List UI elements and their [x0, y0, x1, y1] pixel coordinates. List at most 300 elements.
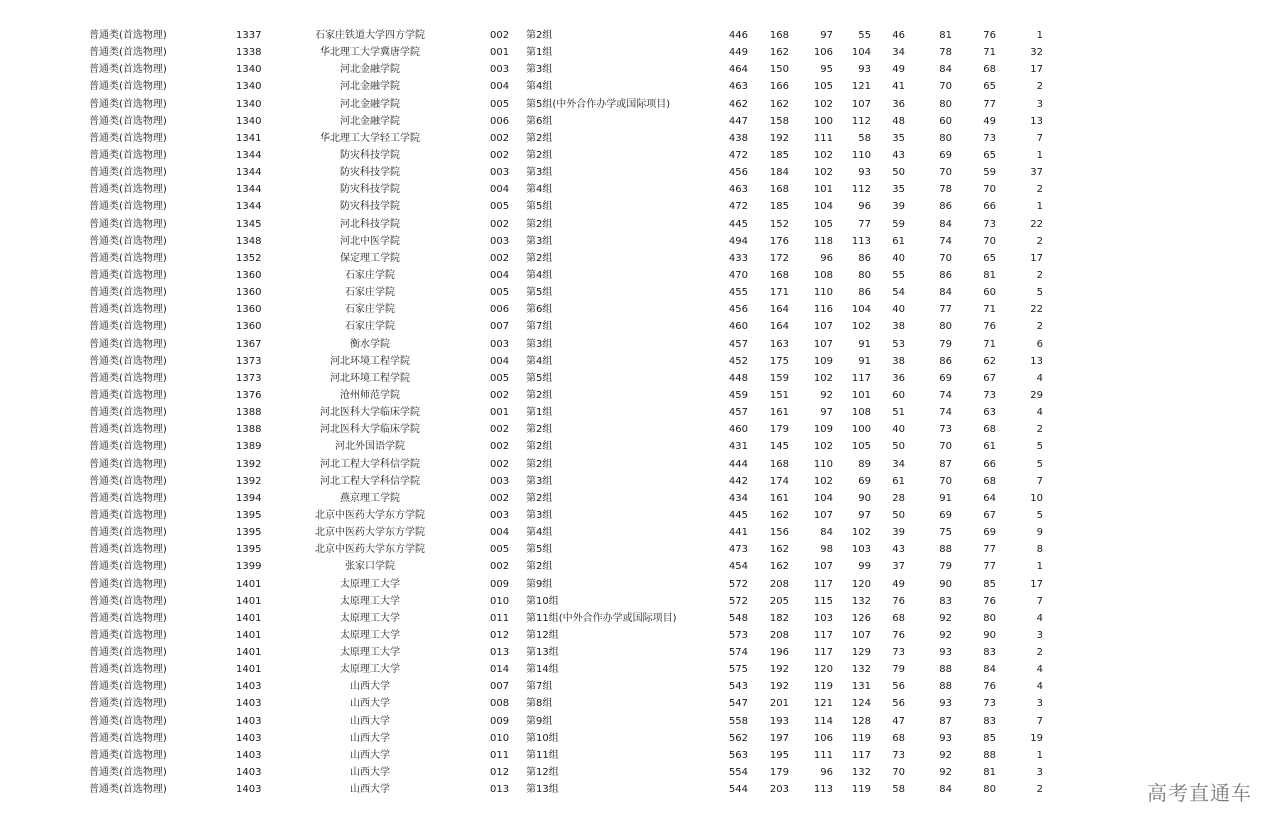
rank-count-cell: 13 [1030, 115, 1043, 127]
category-cell: 普通类(首选物理) [89, 321, 167, 333]
score-subject3-cell: 71 [983, 338, 996, 350]
score-subject2-cell: 91 [939, 492, 952, 504]
score-math-cell: 118 [813, 235, 833, 247]
score-foreign-cell: 120 [851, 578, 871, 590]
group-code-cell: 005 [490, 372, 510, 384]
score-math-cell: 107 [813, 321, 833, 333]
school-name-cell: 河北医科大学临床学院 [320, 407, 420, 419]
school-code-cell: 1388 [236, 407, 262, 419]
group-code-cell: 009 [490, 715, 510, 727]
school-name-cell: 河北环境工程学院 [330, 355, 410, 367]
school-code-cell: 1403 [236, 784, 262, 796]
school-name-cell: 张家口学院 [345, 561, 395, 573]
category-cell: 普通类(首选物理) [89, 767, 167, 779]
score-subject3-cell: 77 [983, 98, 996, 110]
score-subject1-cell: 56 [892, 698, 905, 710]
score-math-cell: 120 [813, 664, 833, 676]
rank-count-cell: 3 [1036, 98, 1043, 110]
group-name-cell: 第5组(中外合作办学或国际项目) [526, 98, 671, 110]
group-name-cell: 第7组 [526, 681, 553, 693]
score-foreign-cell: 91 [858, 338, 871, 350]
group-name-cell: 第6组 [526, 304, 553, 316]
group-code-cell: 009 [490, 578, 510, 590]
school-name-cell: 河北金融学院 [340, 64, 400, 76]
group-name-cell: 第9组 [526, 715, 553, 727]
score-subject3-cell: 61 [983, 441, 996, 453]
score-total-cell: 464 [728, 64, 748, 76]
score-subject3-cell: 76 [983, 681, 996, 693]
category-cell: 普通类(首选物理) [89, 149, 167, 161]
school-code-cell: 1376 [236, 389, 262, 401]
score-subject3-cell: 68 [983, 424, 996, 436]
school-code-cell: 1389 [236, 441, 262, 453]
score-chinese-cell: 208 [769, 629, 789, 641]
score-subject1-cell: 73 [892, 647, 905, 659]
score-subject1-cell: 40 [892, 304, 905, 316]
group-code-cell: 005 [490, 98, 510, 110]
score-math-cell: 117 [813, 647, 833, 659]
rank-count-cell: 6 [1036, 338, 1043, 350]
group-code-cell: 003 [490, 475, 510, 487]
score-subject1-cell: 76 [892, 595, 905, 607]
group-code-cell: 013 [490, 647, 510, 659]
score-math-cell: 102 [813, 475, 833, 487]
score-math-cell: 119 [813, 681, 833, 693]
score-subject2-cell: 70 [939, 475, 952, 487]
rank-count-cell: 1 [1036, 561, 1043, 573]
score-chinese-cell: 168 [769, 184, 789, 196]
score-total-cell: 434 [728, 492, 748, 504]
score-math-cell: 105 [813, 218, 833, 230]
score-subject2-cell: 83 [939, 595, 952, 607]
score-chinese-cell: 208 [769, 578, 789, 590]
category-cell: 普通类(首选物理) [89, 407, 167, 419]
group-code-cell: 003 [490, 64, 510, 76]
score-foreign-cell: 104 [851, 304, 871, 316]
score-subject3-cell: 67 [983, 372, 996, 384]
category-cell: 普通类(首选物理) [89, 475, 167, 487]
school-code-cell: 1344 [236, 201, 262, 213]
school-name-cell: 石家庄学院 [345, 287, 395, 299]
score-chinese-cell: 150 [769, 64, 789, 76]
score-subject3-cell: 81 [983, 269, 996, 281]
score-total-cell: 473 [728, 544, 748, 556]
score-total-cell: 463 [728, 81, 748, 93]
group-name-cell: 第3组 [526, 338, 553, 350]
group-code-cell: 002 [490, 441, 510, 453]
score-chinese-cell: 163 [769, 338, 789, 350]
score-subject1-cell: 35 [892, 132, 905, 144]
score-foreign-cell: 124 [851, 698, 871, 710]
school-name-cell: 山西大学 [350, 767, 390, 779]
group-code-cell: 003 [490, 167, 510, 179]
score-foreign-cell: 69 [858, 475, 871, 487]
score-chinese-cell: 185 [769, 201, 789, 213]
group-code-cell: 006 [490, 115, 510, 127]
score-subject1-cell: 55 [892, 269, 905, 281]
score-subject3-cell: 64 [983, 492, 996, 504]
score-math-cell: 106 [813, 732, 833, 744]
score-chinese-cell: 182 [769, 612, 789, 624]
score-foreign-cell: 86 [858, 287, 871, 299]
table-row [0, 267, 1280, 284]
rank-count-cell: 4 [1036, 407, 1043, 419]
table-row [0, 421, 1280, 438]
school-name-cell: 华北理工大学冀唐学院 [320, 47, 420, 59]
score-total-cell: 454 [728, 561, 748, 573]
score-total-cell: 447 [728, 115, 748, 127]
group-name-cell: 第11组 [526, 749, 559, 761]
score-foreign-cell: 117 [851, 749, 871, 761]
score-subject2-cell: 84 [939, 64, 952, 76]
group-name-cell: 第13组 [526, 647, 559, 659]
school-code-cell: 1388 [236, 424, 262, 436]
score-math-cell: 100 [813, 115, 833, 127]
score-subject1-cell: 56 [892, 681, 905, 693]
score-total-cell: 431 [728, 441, 748, 453]
score-foreign-cell: 126 [851, 612, 871, 624]
group-code-cell: 003 [490, 235, 510, 247]
score-subject2-cell: 92 [939, 612, 952, 624]
table-row [0, 576, 1280, 593]
category-cell: 普通类(首选物理) [89, 30, 167, 41]
score-chinese-cell: 203 [769, 784, 789, 796]
score-math-cell: 107 [813, 338, 833, 350]
score-math-cell: 97 [820, 30, 833, 41]
score-subject1-cell: 58 [892, 784, 905, 796]
score-subject2-cell: 74 [939, 235, 952, 247]
score-subject1-cell: 28 [892, 492, 905, 504]
category-cell: 普通类(首选物理) [89, 424, 167, 436]
score-math-cell: 102 [813, 441, 833, 453]
group-name-cell: 第4组 [526, 184, 553, 196]
score-subject1-cell: 46 [892, 30, 905, 41]
rank-count-cell: 2 [1036, 424, 1043, 436]
school-code-cell: 1344 [236, 149, 262, 161]
school-code-cell: 1341 [236, 132, 262, 144]
score-foreign-cell: 96 [858, 201, 871, 213]
group-name-cell: 第3组 [526, 167, 553, 179]
school-name-cell: 太原理工大学 [340, 578, 400, 590]
table-row [0, 456, 1280, 473]
group-name-cell: 第3组 [526, 509, 553, 521]
table-row [0, 507, 1280, 524]
score-math-cell: 113 [813, 784, 833, 796]
category-cell: 普通类(首选物理) [89, 784, 167, 796]
group-name-cell: 第3组 [526, 475, 553, 487]
score-chinese-cell: 192 [769, 681, 789, 693]
rank-count-cell: 7 [1036, 475, 1043, 487]
score-subject2-cell: 73 [939, 424, 952, 436]
score-math-cell: 116 [813, 304, 833, 316]
group-code-cell: 010 [490, 732, 510, 744]
table-row [0, 96, 1280, 113]
score-total-cell: 470 [728, 269, 748, 281]
score-subject1-cell: 34 [892, 458, 905, 470]
school-name-cell: 山西大学 [350, 784, 390, 796]
group-code-cell: 002 [490, 149, 510, 161]
score-subject3-cell: 67 [983, 509, 996, 521]
score-subject3-cell: 80 [983, 612, 996, 624]
rank-count-cell: 22 [1030, 218, 1043, 230]
rank-count-cell: 2 [1036, 321, 1043, 333]
group-name-cell: 第2组 [526, 252, 553, 264]
table-row [0, 181, 1280, 198]
score-chinese-cell: 164 [769, 321, 789, 333]
group-name-cell: 第9组 [526, 578, 553, 590]
score-subject1-cell: 34 [892, 47, 905, 59]
score-subject2-cell: 75 [939, 527, 952, 539]
score-total-cell: 574 [728, 647, 748, 659]
rank-count-cell: 13 [1030, 355, 1043, 367]
score-math-cell: 111 [813, 132, 833, 144]
admission-score-table [0, 27, 1280, 798]
group-code-cell: 002 [490, 132, 510, 144]
rank-count-cell: 2 [1036, 235, 1043, 247]
watermark-text: 高考直通车 [1147, 781, 1252, 805]
group-code-cell: 004 [490, 81, 510, 93]
category-cell: 普通类(首选物理) [89, 47, 167, 59]
category-cell: 普通类(首选物理) [89, 647, 167, 659]
score-chinese-cell: 168 [769, 269, 789, 281]
score-chinese-cell: 162 [769, 561, 789, 573]
school-code-cell: 1340 [236, 81, 262, 93]
score-total-cell: 452 [728, 355, 748, 367]
score-subject2-cell: 70 [939, 81, 952, 93]
score-subject1-cell: 43 [892, 544, 905, 556]
table-row [0, 130, 1280, 147]
score-chinese-cell: 158 [769, 115, 789, 127]
school-code-cell: 1403 [236, 749, 262, 761]
score-subject2-cell: 88 [939, 544, 952, 556]
score-subject2-cell: 90 [939, 578, 952, 590]
group-name-cell: 第2组 [526, 132, 553, 144]
score-subject1-cell: 51 [892, 407, 905, 419]
group-code-cell: 002 [490, 218, 510, 230]
score-foreign-cell: 107 [851, 629, 871, 641]
score-total-cell: 575 [728, 664, 748, 676]
school-name-cell: 山西大学 [350, 715, 390, 727]
school-name-cell: 河北医科大学临床学院 [320, 424, 420, 436]
school-code-cell: 1367 [236, 338, 262, 350]
school-code-cell: 1360 [236, 304, 262, 316]
rank-count-cell: 3 [1036, 767, 1043, 779]
group-name-cell: 第2组 [526, 424, 553, 436]
group-code-cell: 002 [490, 492, 510, 504]
score-subject1-cell: 49 [892, 64, 905, 76]
score-subject2-cell: 60 [939, 115, 952, 127]
table-row [0, 44, 1280, 61]
group-name-cell: 第2组 [526, 149, 553, 161]
score-foreign-cell: 113 [851, 235, 871, 247]
school-name-cell: 山西大学 [350, 681, 390, 693]
score-math-cell: 109 [813, 424, 833, 436]
school-name-cell: 华北理工大学轻工学院 [320, 132, 420, 144]
group-code-cell: 002 [490, 458, 510, 470]
score-foreign-cell: 119 [851, 732, 871, 744]
table-row [0, 644, 1280, 661]
score-subject3-cell: 73 [983, 218, 996, 230]
score-chinese-cell: 156 [769, 527, 789, 539]
score-total-cell: 554 [728, 767, 748, 779]
group-name-cell: 第10组 [526, 595, 559, 607]
group-code-cell: 013 [490, 784, 510, 796]
table-row [0, 747, 1280, 764]
group-code-cell: 011 [490, 749, 510, 761]
group-code-cell: 002 [490, 424, 510, 436]
score-subject3-cell: 90 [983, 629, 996, 641]
school-code-cell: 1401 [236, 647, 262, 659]
score-foreign-cell: 103 [851, 544, 871, 556]
school-code-cell: 1401 [236, 595, 262, 607]
table-row [0, 541, 1280, 558]
score-foreign-cell: 93 [858, 64, 871, 76]
school-code-cell: 1403 [236, 767, 262, 779]
table-row [0, 284, 1280, 301]
table-row [0, 661, 1280, 678]
group-name-cell: 第10组 [526, 732, 559, 744]
table-row [0, 764, 1280, 781]
score-subject1-cell: 76 [892, 629, 905, 641]
group-name-cell: 第13组 [526, 784, 559, 796]
school-name-cell: 太原理工大学 [340, 629, 400, 641]
rank-count-cell: 2 [1036, 647, 1043, 659]
score-math-cell: 104 [813, 492, 833, 504]
school-code-cell: 1344 [236, 167, 262, 179]
group-name-cell: 第8组 [526, 698, 553, 710]
category-cell: 普通类(首选物理) [89, 167, 167, 179]
group-code-cell: 007 [490, 681, 510, 693]
score-total-cell: 441 [728, 527, 748, 539]
school-code-cell: 1337 [236, 30, 262, 41]
score-total-cell: 543 [728, 681, 748, 693]
score-subject2-cell: 79 [939, 338, 952, 350]
school-code-cell: 1401 [236, 612, 262, 624]
score-chinese-cell: 159 [769, 372, 789, 384]
score-math-cell: 102 [813, 149, 833, 161]
score-subject1-cell: 40 [892, 424, 905, 436]
score-total-cell: 558 [728, 715, 748, 727]
school-code-cell: 1395 [236, 544, 262, 556]
score-math-cell: 84 [820, 527, 833, 539]
score-subject2-cell: 86 [939, 269, 952, 281]
score-subject3-cell: 70 [983, 235, 996, 247]
school-name-cell: 山西大学 [350, 732, 390, 744]
score-foreign-cell: 55 [858, 30, 871, 41]
score-chinese-cell: 162 [769, 509, 789, 521]
group-name-cell: 第7组 [526, 321, 553, 333]
table-row [0, 61, 1280, 78]
rank-count-cell: 5 [1036, 458, 1043, 470]
score-subject1-cell: 39 [892, 201, 905, 213]
score-subject3-cell: 73 [983, 132, 996, 144]
category-cell: 普通类(首选物理) [89, 629, 167, 641]
score-chinese-cell: 192 [769, 664, 789, 676]
score-math-cell: 117 [813, 578, 833, 590]
rank-count-cell: 29 [1030, 389, 1043, 401]
table-row [0, 336, 1280, 353]
group-name-cell: 第2组 [526, 441, 553, 453]
score-subject3-cell: 83 [983, 647, 996, 659]
school-name-cell: 河北科技学院 [340, 218, 400, 230]
school-name-cell: 河北工程大学科信学院 [320, 475, 420, 487]
score-chinese-cell: 162 [769, 98, 789, 110]
group-code-cell: 006 [490, 304, 510, 316]
school-name-cell: 石家庄学院 [345, 321, 395, 333]
score-total-cell: 460 [728, 321, 748, 333]
score-subject1-cell: 50 [892, 441, 905, 453]
category-cell: 普通类(首选物理) [89, 732, 167, 744]
group-code-cell: 002 [490, 389, 510, 401]
school-code-cell: 1392 [236, 458, 262, 470]
school-name-cell: 河北中医学院 [340, 235, 400, 247]
score-subject3-cell: 71 [983, 47, 996, 59]
school-name-cell: 沧州师范学院 [340, 389, 400, 401]
score-subject2-cell: 93 [939, 647, 952, 659]
group-name-cell: 第5组 [526, 287, 553, 299]
score-subject1-cell: 40 [892, 252, 905, 264]
rank-count-cell: 8 [1036, 544, 1043, 556]
score-foreign-cell: 121 [851, 81, 871, 93]
school-name-cell: 石家庄学院 [345, 269, 395, 281]
table-row [0, 216, 1280, 233]
score-total-cell: 459 [728, 389, 748, 401]
rank-count-cell: 3 [1036, 698, 1043, 710]
score-subject2-cell: 74 [939, 389, 952, 401]
rank-count-cell: 3 [1036, 629, 1043, 641]
score-subject3-cell: 76 [983, 595, 996, 607]
score-total-cell: 463 [728, 184, 748, 196]
table-row [0, 695, 1280, 712]
score-math-cell: 105 [813, 81, 833, 93]
school-code-cell: 1395 [236, 509, 262, 521]
group-name-cell: 第1组 [526, 47, 553, 59]
score-math-cell: 107 [813, 561, 833, 573]
score-total-cell: 457 [728, 338, 748, 350]
score-subject1-cell: 68 [892, 732, 905, 744]
school-code-cell: 1373 [236, 372, 262, 384]
score-total-cell: 433 [728, 252, 748, 264]
score-subject1-cell: 47 [892, 715, 905, 727]
score-total-cell: 456 [728, 304, 748, 316]
score-subject2-cell: 92 [939, 629, 952, 641]
score-subject2-cell: 69 [939, 372, 952, 384]
score-chinese-cell: 175 [769, 355, 789, 367]
score-subject1-cell: 59 [892, 218, 905, 230]
school-name-cell: 防灾科技学院 [340, 184, 400, 196]
group-name-cell: 第12组 [526, 629, 559, 641]
group-code-cell: 012 [490, 629, 510, 641]
score-math-cell: 107 [813, 509, 833, 521]
group-code-cell: 001 [490, 47, 510, 59]
category-cell: 普通类(首选物理) [89, 98, 167, 110]
rank-count-cell: 1 [1036, 149, 1043, 161]
rank-count-cell: 7 [1036, 595, 1043, 607]
group-code-cell: 005 [490, 201, 510, 213]
score-subject3-cell: 85 [983, 732, 996, 744]
table-row [0, 318, 1280, 335]
school-name-cell: 北京中医药大学东方学院 [315, 544, 425, 556]
score-subject1-cell: 73 [892, 749, 905, 761]
category-cell: 普通类(首选物理) [89, 287, 167, 299]
group-code-cell: 008 [490, 698, 510, 710]
score-chinese-cell: 162 [769, 47, 789, 59]
score-foreign-cell: 132 [851, 767, 871, 779]
score-chinese-cell: 201 [769, 698, 789, 710]
group-name-cell: 第14组 [526, 664, 559, 676]
score-subject3-cell: 60 [983, 287, 996, 299]
score-subject2-cell: 74 [939, 407, 952, 419]
